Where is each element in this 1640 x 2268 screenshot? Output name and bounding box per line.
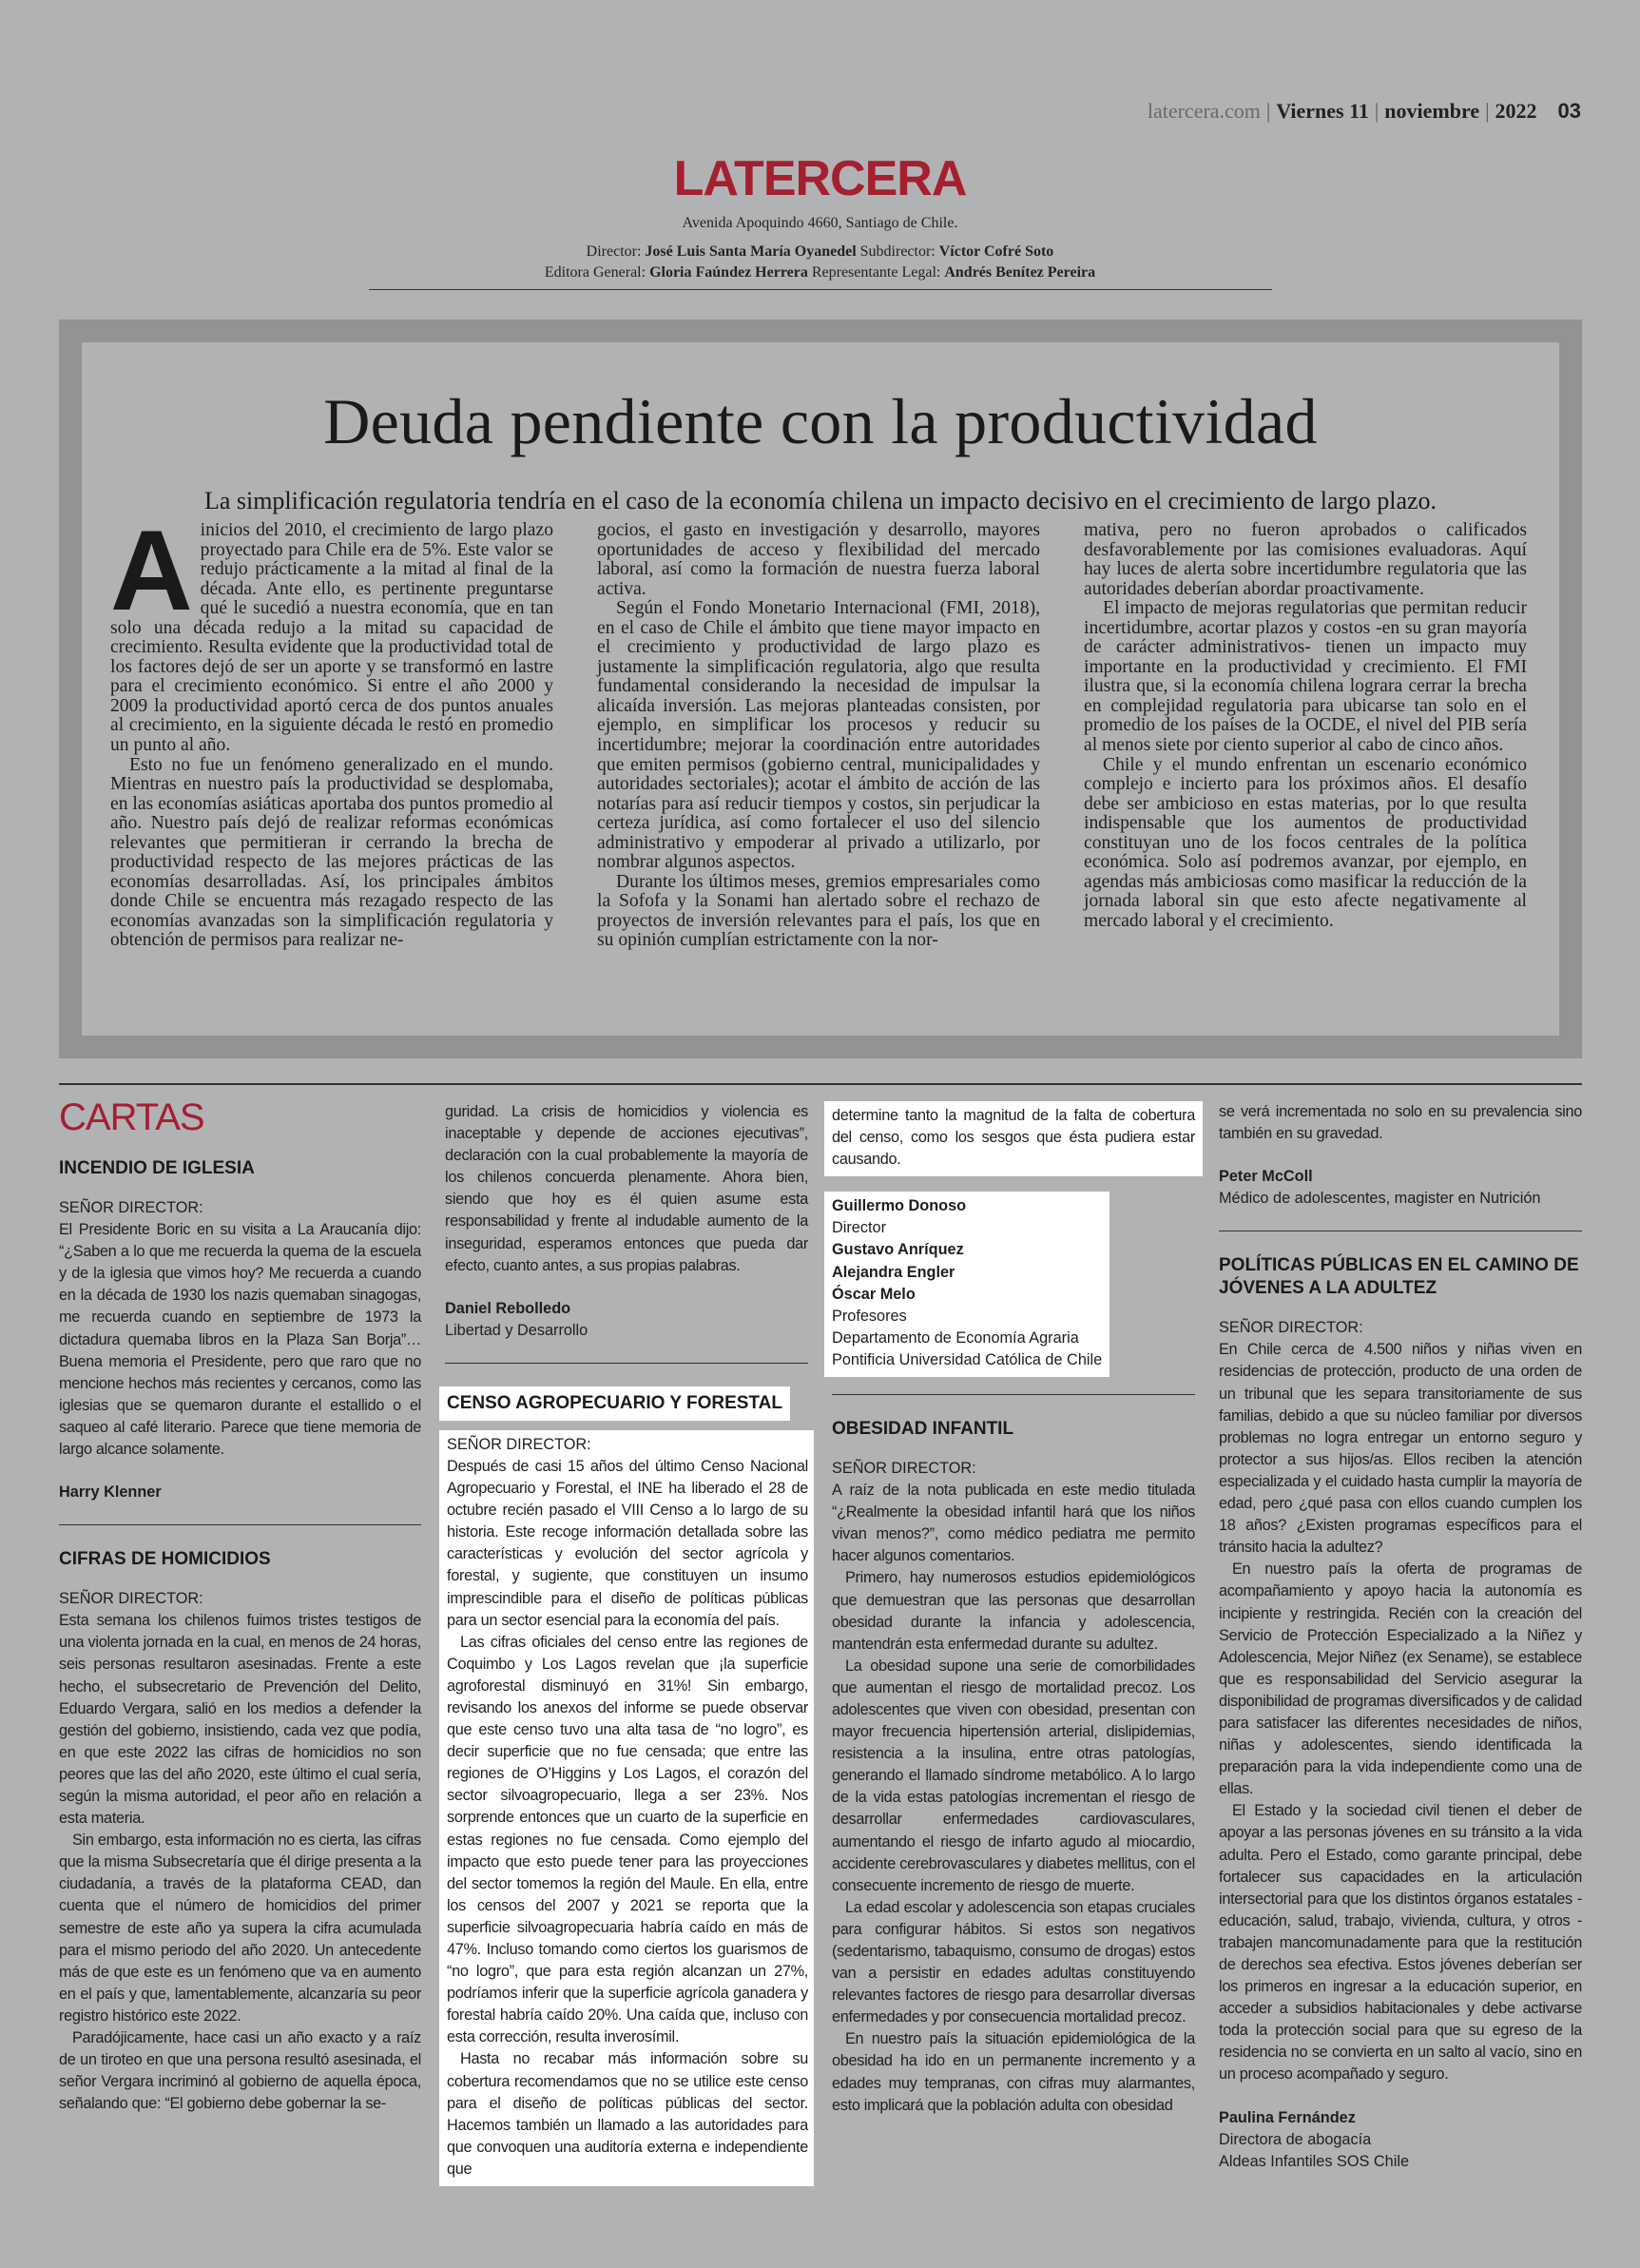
site-url[interactable]: latercera.com [1147,99,1261,123]
censo-letter-box [439,1430,814,2186]
signer-role: Profesores [832,1307,907,1325]
letters-column-3 [832,1101,1195,2117]
drop-cap: A [110,507,193,634]
staff-credits: Director: José Luis Santa María Oyanedel Subdirector: Víctor Cofré Soto Editora General: Gloria Faúndez Herrera Representante Legal: Andrés Benítez Pereira [544,243,1096,281]
paragraph: guridad. La crisis de homicidios y violencia es inaceptable y depende de acciones ejecutivas”, declaración con la cual probablemente la mayoría de los chilenos concuerda plenamente. Ahora bien, siendo que hoy es él quien asume esta responsabilidad y frente al indudable aumento de la inseguridad, esperamos entonces que pueda dar efecto, cuanto antes, a sus propias palabras. [445,1103,808,1274]
paragraph: Esta semana los chilenos fuimos tristes testigos de una violenta jornada en la cual, en menos de 24 horas, seis personas resultaron asesinadas. Frente a este hecho, el subsecretario de Prevención del Delito, Eduardo Vergara, salió en los medios a defender la gestión del gobierno, insistiendo, cada vez que podía, en que este 2022 las cifras de homicidios no son peores que las del año 2020, este último el cual sería, según la misma autoridad, el peor año en relación a esta materia. [59,1612,421,1828]
censo-title-box [439,1386,790,1421]
divider [59,1524,421,1525]
paragraph: Las cifras oficiales del censo entre las regiones de Coquimbo y Los Lagos revelan que ¡la superficie agroforestal disminuyó en 31%! Sin embargo, revisando los anexos del informe se puede observar que este censo tuvo una alta tasa de “no logro”, es decir superficie que no fue censada; que entre las regiones de O’Higgins y Los Lagos, el corazón del sector silvoagropecuario, llega a ser 23%. Nos sorprende entonces que un cuarto de la superficie en estas regiones no fue censada. Como ejemplo del impacto que esto puede tener para las proyecciones del sector tomemos la región del Maule. En ella, entre los censos del 2007 y 2021 se reporta que la superficie silvoagropecuaria habría caído en más de 47%. Incluso tomando como ciertos los guarismos de “no logro”, que para esta región alcanzan un 27%, podríamos inferir que la superficie agrícola ganadera y forestal habría caído 20%. Una caída que, incluso con esta corrección, resulta inverosímil. [447,1633,808,2046]
paragraph: El Presidente Boric en su visita a La Araucanía dijo: “¿Saben a lo que me recuerda la quema de la escuela y de la iglesia que vimos hoy? Me recuerda a cuando en la década de 1930 los nazis quemaban sinagogas, me recuerda cuando en septiembre de 1973 la dictadura quemaba libros en la Plaza San Borja”… Buena memoria el Presidente, pero que raro que no mencione hechos más recientes y cercanos, como las iglesias que se quemaron durante el estallido o el saqueo al café literario. Parece que tiene memoria de largo alcance solamente. [59,1221,421,1459]
letter-title-incendio: INCENDIO DE IGLESIA [59,1158,255,1179]
signer-affiliation: Departamento de Economía Agraria [832,1328,1079,1347]
cartas-section-title: CARTAS [59,1096,204,1138]
paragraph: Sin embargo, esta información no es cierta, las cifras que la misma Subsecretaría que él dirige presenta a la ciudadanía, a través de la plataforma CEAD, dan cuenta que el número de homicidios del primer semestre de este año ya supera la cifra acumulada para el mismo periodo del año 2020. Un antecedente más de que este es un fenómeno que va en aumento en el país y que, lamentablemente, alcanzaría su peor registro histórico este 2022. [59,1832,421,2025]
paragraph: El impacto de mejoras regulatorias que permitan reducir incertidumbre, acortar plazos y costos -en su gran mayoría de carácter administrativos- tienen un impacto muy importante en la productividad y crecimiento. El FMI ilustra que, si la economía chilena lograra cerrar la brecha en complejidad regulatoria para ubicarse tan solo en el promedio de los países de la OCDE, el nivel del PIB sería al menos siete por ciento superior al cabo de cinco años. [1084,598,1527,756]
paragraph: Chile y el mundo enfrentan un escenario económico complejo e incierto para los próximos años. El desafío debe ser ambicioso en estas materias, por lo que resulta indispensable que los aumentos de productividad constituyan uno de los focos centrales de la política económica. Solo así podremos avanzar, por ejemplo, en agendas más ambiciosas como masificar la reducción de la jornada laboral sin que esto afecte negativamente al mercado laboral y el crecimiento. [1084,754,1527,931]
letter-signature: Daniel Rebolledo [445,1299,571,1317]
signer: Alejandra Engler [832,1263,955,1281]
editorial-column-1: Ainicios del 2010, el crecimiento de largo plazo proyectado para Chile era de 5%. Este valor se redujo prácticamente a la mitad al final de la década. Ante ello, es pertinente preguntarse qué le sucedió a nuestra economía, que en tan solo una década redujo a la mitad su capacidad de crecimiento. Resulta evidente que la productividad total de los factores dejó de ser un aporte y se transformó en lastre para el crecimiento económico. Si entre el año 2000 y 2009 la productividad aportó cerca de dos puntos anuales al crecimiento, en la siguiente década le restó en promedio un punto al año. Esto no fue un fenómeno generalizado en el mundo. Mientras en nuestro país la productividad se desplomaba, en las economías asiáticas aportaba dos puntos promedio al año. Nuestro país dejó de realizar reformas económicas relevantes que permitieran ir cerrando la brecha de productividad respecto de las mejores prácticas de las economías desarrolladas. Así, los principales ámbitos donde Chile se encuentra más rezagado respecto de las economías avanzadas son la simplificación regulatoria y obtención de permisos para realizar ne- [110,507,553,951]
masthead [0,150,1640,283]
letter-affiliation: Aldeas Infantiles SOS Chile [1219,2152,1410,2170]
editorial-subtitle: La simplificación regulatoria tendría en el caso de la economía chilena un impacto decisivo en el crecimiento de largo plazo. [203,487,1437,514]
signer: Óscar Melo [832,1285,916,1303]
letter-title-censo: CENSO AGROPECUARIO Y FORESTAL [447,1392,782,1413]
masthead-divider [369,289,1272,290]
section-divider [59,1083,1582,1085]
letter-title-homicidios: CIFRAS DE HOMICIDIOS [59,1549,271,1570]
newspaper-logo: LATERCERA [673,151,967,206]
director-name: José Luis Santa María Oyanedel [645,243,857,260]
subdirector-name: Víctor Cofré Soto [938,243,1054,260]
paragraph: En nuestro país la oferta de programas de acompañamiento y apoyo hacia la autonomía es incipiente y restringida. Recién con la creación del Servicio de Protección Especializado a la Niñez y Adolescencia, Mejor Niñez (ex Sename), se establece que es responsabilidad del Servicio asegurar la disponibilidad de programas diversificados y de calidad para satisfacer las diferentes necesidades de niños, niñas y adolescentes, siendo identificada la preparación para la vida independiente como una de ellas. [1219,1560,1582,1798]
letter-affiliation: Libertad y Desarrollo [445,1321,588,1339]
salutation: SEÑOR DIRECTOR: [1219,1319,1363,1337]
letter-role: Directora de abogacía [1219,2130,1372,2148]
header-year: 2022 [1495,99,1537,123]
letter-affiliation: Médico de adolescentes, magister en Nutrición [1219,1190,1541,1208]
paragraph: Según el Fondo Monetario Internacional (FMI, 2018), en el caso de Chile el ámbito que tiene mayor impacto en el crecimiento y productividad de largo plazo es justamente la simplificación regulatoria, algo que resulta fundamental considerando la necesidad de impulsar la alicaída inversión. Las mejoras planteadas consisten, por ejemplo, en simplificar los procesos y reducir su incertidumbre; mejorar la coordinación entre autoridades que emiten permisos (gobierno central, municipalidades y autoridades sectoriales); acotar el ámbito de acción de las notarías para así reducir tiempos y costos, sin perjudicar la certeza jurídica, así como fortalecer el uso del silencio administrativo y empoderar al privado a utilizarlo, por nombrar algunos aspectos. [597,598,1040,873]
censo-continuation-box [824,1101,1203,1176]
paragraph: La obesidad supone una serie de comorbilidades que aumentan el riesgo de mortalidad precoz. Los adolescentes que viven con obesidad, presentan con mayor frecuencia hipertensión arterial, dislipidemias, resistencia a la insulina, entre otras patologías, generando el llamado síndrome metabólico. A lo largo de la vida estas patologías incrementan el riesgo de desarrollar enfermedades cardiovasculares, aumentando el riesgo de infarto agudo al miocardio, accidente cerebrovasculares y diabetes mellitus, con el consecuente incremento de riesgo de muerte. [832,1657,1195,1894]
letters-column-1 [59,1096,421,2115]
editora-name: Gloria Faúndez Herrera [649,264,808,281]
paragraph: se verá incrementada no solo en su prevalencia sino también en su gravedad. [1219,1103,1582,1143]
paragraph: El Estado y la sociedad civil tienen el deber de apoyar a las personas jóvenes en su tránsito a la vida adulta. Pero el Estado, como garante principal, debe fortalecer sus capacidades en la articulación intersectorial para que los distintos órganos estatales -educación, salud, trabajo, vivienda, cultura, y otros - trabajen mancomunadamente para que la restitución de derechos sea efectiva. Estos jóvenes deberían ser los primeros en ingresar a la educación superior, en acceder a subsidios habitacionales y debe activarse toda la protección social para que su egreso de la residencia no se convierta en un salto al vacío, sino en un proceso acompañado y seguro. [1219,1802,1582,2084]
paragraph: Después de casi 15 años del último Censo Nacional Agropecuario y Forestal, el INE ha liberado el 28 de octubre recién pasado el VIII Censo a lo largo de su historia. Este recoge información detallada sobre las características y evolución del sector agrícola y forestal, y sugiente, que constituyen un insumo imprescindible para el diseño de políticas públicas para un sector esencial para la economía del país. [447,1457,808,1629]
editorial [82,342,1559,1036]
censo-signers-box [824,1192,1109,1377]
address: Avenida Apoquindo 4660, Santiago de Chile. [682,215,958,231]
paragraph: Hasta no recabar más información sobre su cobertura recomendamos que no se utilice este censo para el diseño de políticas públicas del sector. Hacemos también un llamado a las autoridades para que convoquen una auditoría externa e independiente que [447,2050,808,2178]
page-number: 03 [1557,99,1581,123]
salutation: SEÑOR DIRECTOR: [447,1435,591,1453]
letters-column-2 [445,1101,808,2186]
signer-affiliation: Pontificia Universidad Católica de Chile [832,1350,1103,1368]
letter-title-politicas: POLÍTICAS PÚBLICAS EN EL CAMINO DE JÓVENES A LA ADULTEZ [1219,1255,1579,1299]
divider [445,1363,808,1364]
paragraph: En nuestro país la situación epidemiológica de la obesidad ha ido en un permanente incremento y a edades muy tempranas, con cifras muy alarmantes, esto implicará que la población adulta con obesidad [832,2030,1195,2114]
paragraph: Esto no fue un fenómeno generalizado en el mundo. Mientras en nuestro país la productividad se desplomaba, en las economías asiáticas aportaba dos puntos promedio al año. Nuestro país dejó de realizar reformas económicas relevantes que permitieran ir cerrando la brecha de productividad respecto de las mejores prácticas de las economías desarrolladas. Así, los principales ámbitos donde Chile se encuentra más rezagado respecto de las economías avanzadas son la simplificación regulatoria y obtención de permisos para realizar ne- [110,754,553,951]
paragraph: Primero, hay numerosos estudios epidemiológicos que demuestran que las personas que desarrollan obesidad durante la infancia y adolescencia, mantendrán esta enfermedad durante su adultez. [832,1569,1195,1653]
salutation: SEÑOR DIRECTOR: [59,1590,203,1608]
page-header: latercera.com | Viernes 11 | noviembre | 2022 03 [1147,99,1581,123]
paragraph: En Chile cerca de 4.500 niños y niñas viven en residencias de protección, producto de una orden de un tribunal que les separa transitoriamente de sus familias, debido a que su núcleo familiar por diversos problemas no logra entregar un entorno seguro y protector a sus hijos/as. Ellos reciben la atención especializada y el cuidado hasta cumplir la mayoría de edad, pero ¿qué pasa con ellos cuando cumplen los 18 años? ¿Existen programas específicos para el tránsito hacia la adultez? [1219,1341,1582,1557]
paragraph: A raíz de la nota publicada en este medio titulada “¿Realmente la obesidad infantil hará que los niños vivan menos?”, como médico pediatra me permito hacer algunos comentarios. [832,1482,1195,1565]
paragraph: mativa, pero no fueron aprobados o calificados desfavorablemente por las comisiones evaluadoras. Aquí hay luces de alerta sobre incertidumbre regulatoria que las autoridades deberían abordar proactivamente. [1084,520,1527,599]
letter-title-obesidad: OBESIDAD INFANTIL [832,1419,1014,1440]
editorial-column-2 [597,521,1040,1016]
editorial-frame [59,320,1582,1058]
letter-signature: Peter McColl [1219,1168,1313,1186]
editorial-column-3 [1084,521,1527,1016]
paragraph: Paradójicamente, hace casi un año exacto y a raíz de un tiroteo en que una persona resultó asesinada, el señor Vergara incriminó al gobierno de aquella época, señalando que: “El gobierno debe gobernar la se- [59,2029,421,2113]
letters-column-4 [1219,1101,1582,2173]
paragraph: determine tanto la magnitud de la falta de cobertura del censo, como los sesgos que ésta pudiera estar causando. [832,1107,1195,1169]
header-month: noviembre [1384,99,1480,123]
paragraph: Durante los últimos meses, gremios empresariales como la Sofofa y la Sonami han alertado sobre el rechazo de proyectos de inversión relevantes para el país, los que en su opinión cumplían estrictamente con la nor- [597,871,1040,951]
paragraph: gocios, el gasto en investigación y desarrollo, mayores oportunidades de acceso y flexibilidad del mercado laboral, así como la formación de nuestra fuerza laboral activa. [597,520,1040,599]
salutation: SEÑOR DIRECTOR: [59,1199,203,1217]
editorial-body [110,507,1527,1016]
salutation: SEÑOR DIRECTOR: [832,1460,976,1478]
representante-name: Andrés Benítez Pereira [944,264,1096,281]
editorial-title: Deuda pendiente con la productividad [323,385,1318,457]
signer: Guillermo Donoso [832,1197,967,1215]
signer: Gustavo Anríquez [832,1241,964,1259]
paragraph: La edad escolar y adolescencia son etapas cruciales para configurar hábitos. Si estos son negativos (sedentarismo, tabaquismo, consumo de drogas) estos van a persistir en edades adultas constituyendo relevantes factores de riesgo para desarrollar diversas enfermedades y por consecuencia mortalidad precoz. [832,1898,1195,2026]
letter-signature: Paulina Fernández [1219,2108,1356,2126]
divider [832,1394,1195,1395]
letter-signature: Harry Klenner [59,1483,162,1502]
header-day: Viernes 11 [1276,99,1369,123]
signer-role: Director [832,1219,886,1237]
